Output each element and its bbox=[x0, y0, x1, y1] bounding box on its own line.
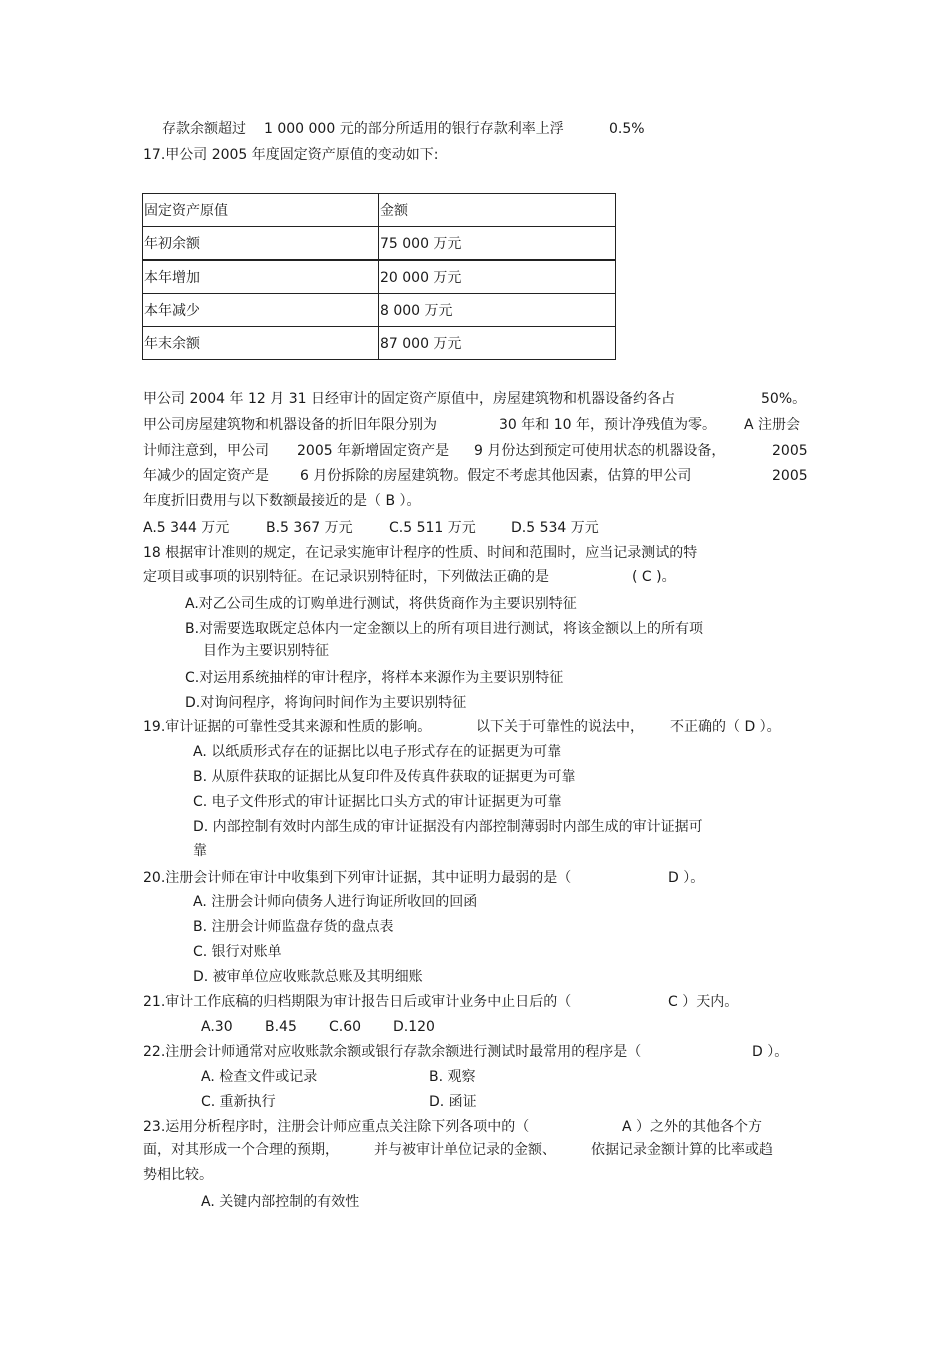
table-cell: 20 000 万元 bbox=[379, 260, 616, 294]
question-22-stem: 22.注册会计师通常对应收账款余额或银行存款余额进行测试时最常用的程序是（ bbox=[143, 1044, 642, 1060]
text-line: 30 年和 10 年，预计净残值为零。 bbox=[499, 417, 716, 433]
text-line: 甲公司 2004 年 12 月 31 日经审计的固定资产原值中，房屋建筑物和机器设备约各占 bbox=[143, 391, 675, 407]
option-c: C.对运用系统抽样的审计程序，将样本来源作为主要识别特征 bbox=[185, 670, 564, 686]
option-a: A. 以纸质形式存在的证据比以电子形式存在的证据更为可靠 bbox=[193, 744, 562, 760]
option-b: B.45 bbox=[265, 1019, 297, 1035]
question-23-stem: 23.运用分析程序时，注册会计师应重点关注除下列各项中的（ bbox=[143, 1119, 530, 1135]
question-17-stem: 17.甲公司 2005 年度固定资产原值的变动如下: bbox=[143, 147, 439, 163]
option-a: A.30 bbox=[201, 1019, 233, 1035]
table-row bbox=[143, 260, 616, 294]
option-c: C. 电子文件形式的审计证据比口头方式的审计证据更为可靠 bbox=[193, 794, 562, 810]
answer-text: D ）。 bbox=[752, 1044, 789, 1060]
answer-text: D ）。 bbox=[668, 870, 705, 886]
text-line: 1 000 000 元的部分所适用的银行存款利率上浮 bbox=[264, 121, 564, 137]
option-b: B.对需要选取既定总体内一定金额以上的所有项目进行测试，将该金额以上的所有项 bbox=[185, 621, 704, 637]
text-line: 并与被审计单位记录的金额、 bbox=[374, 1142, 556, 1158]
option-c: C.60 bbox=[329, 1019, 362, 1035]
option-d: D. 内部控制有效时内部生成的审计证据没有内部控制薄弱时内部生成的审计证据可 bbox=[193, 819, 703, 835]
option-d: D. 被审单位应收账款总账及其明细账 bbox=[193, 969, 423, 985]
fixed-asset-table bbox=[142, 193, 616, 360]
text-line: 2005 bbox=[772, 443, 808, 459]
text-line: 年度折旧费用与以下数额最接近的是（ B ）。 bbox=[143, 493, 421, 509]
text-line: 50%。 bbox=[761, 391, 807, 407]
text-line: 0.5% bbox=[609, 121, 645, 137]
question-20-stem: 20.注册会计师在审计中收集到下列审计证据，其中证明力最弱的是（ bbox=[143, 870, 572, 886]
table-cell: 8 000 万元 bbox=[379, 294, 616, 327]
table-row bbox=[143, 227, 616, 261]
table-row bbox=[143, 327, 616, 360]
table-header-row bbox=[143, 194, 616, 227]
option-d: D.5 534 万元 bbox=[511, 520, 599, 536]
answer-text: ( C )。 bbox=[632, 569, 676, 585]
question-18-stem: 18 根据审计准则的规定，在记录实施审计程序的性质、时间和范围时，应当记录测试的特 bbox=[143, 545, 698, 561]
option-b: B. 注册会计师监盘存货的盘点表 bbox=[193, 919, 394, 935]
text-line: 计师注意到，甲公司 bbox=[143, 443, 269, 459]
table-cell: 87 000 万元 bbox=[379, 327, 616, 360]
text-line: 2005 bbox=[772, 468, 808, 484]
text-line: 6 月份拆除的房屋建筑物。假定不考虑其他因素，估算的甲公司 bbox=[300, 468, 692, 484]
table-cell: 年初余额 bbox=[143, 227, 379, 261]
question-21-stem: 21.审计工作底稿的归档期限为审计报告日后或审计业务中止日后的（ bbox=[143, 994, 572, 1010]
text-line: 存款余额超过 bbox=[162, 121, 246, 137]
text-line: 势相比较。 bbox=[143, 1167, 213, 1183]
option-a: A.对乙公司生成的订购单进行测试，将供货商作为主要识别特征 bbox=[185, 596, 577, 612]
table-header-cell: 金额 bbox=[379, 194, 616, 227]
option-b: B. 从原件获取的证据比从复印件及传真件获取的证据更为可靠 bbox=[193, 769, 576, 785]
text-line: 靠 bbox=[193, 843, 207, 859]
option-c: C. 银行对账单 bbox=[193, 944, 282, 960]
option-a: A. 检查文件或记录 bbox=[201, 1069, 318, 1085]
answer-text: A ）之外的其他各个方 bbox=[622, 1119, 763, 1135]
text-line: 年减少的固定资产是 bbox=[143, 468, 269, 484]
option-b: B.5 367 万元 bbox=[266, 520, 353, 536]
table-cell: 年末余额 bbox=[143, 327, 379, 360]
table-cell: 75 000 万元 bbox=[379, 227, 616, 261]
option-c: C.5 511 万元 bbox=[389, 520, 476, 536]
table-cell: 本年减少 bbox=[143, 294, 379, 327]
text-line: 2005 年新增固定资产是 bbox=[297, 443, 450, 459]
option-c: C. 重新执行 bbox=[201, 1094, 276, 1110]
option-a: A. 注册会计师向债务人进行询证所收回的回函 bbox=[193, 894, 478, 910]
answer-text: C ）天内。 bbox=[668, 994, 739, 1010]
table-cell: 本年增加 bbox=[143, 260, 379, 294]
text-line: 甲公司房屋建筑物和机器设备的折旧年限分别为 bbox=[143, 417, 437, 433]
text-line: 依据记录金额计算的比率或趋 bbox=[591, 1142, 773, 1158]
option-d: D.120 bbox=[393, 1019, 435, 1035]
option-b: B. 观察 bbox=[429, 1069, 476, 1085]
option-a: A.5 344 万元 bbox=[143, 520, 230, 536]
table-row bbox=[143, 294, 616, 327]
text-line: 面，对其形成一个合理的预期， bbox=[143, 1142, 339, 1158]
question-19-stem: 19.审计证据的可靠性受其来源和性质的影响。 bbox=[143, 719, 432, 735]
text-line: 目作为主要识别特征 bbox=[203, 643, 329, 659]
option-d: D.对询问程序，将询问时间作为主要识别特征 bbox=[185, 695, 467, 711]
text-line: 9 月份达到预定可使用状态的机器设备， bbox=[474, 443, 726, 459]
answer-text: 不正确的（ D ）。 bbox=[670, 719, 781, 735]
option-a: A. 关键内部控制的有效性 bbox=[201, 1194, 360, 1210]
text-line: A 注册会 bbox=[744, 417, 801, 433]
option-d: D. 函证 bbox=[429, 1094, 477, 1110]
table-header-cell: 固定资产原值 bbox=[143, 194, 379, 227]
text-line: 以下关于可靠性的说法中， bbox=[476, 719, 644, 735]
text-line: 定项目或事项的识别特征。在记录识别特征时，下列做法正确的是 bbox=[143, 569, 549, 585]
